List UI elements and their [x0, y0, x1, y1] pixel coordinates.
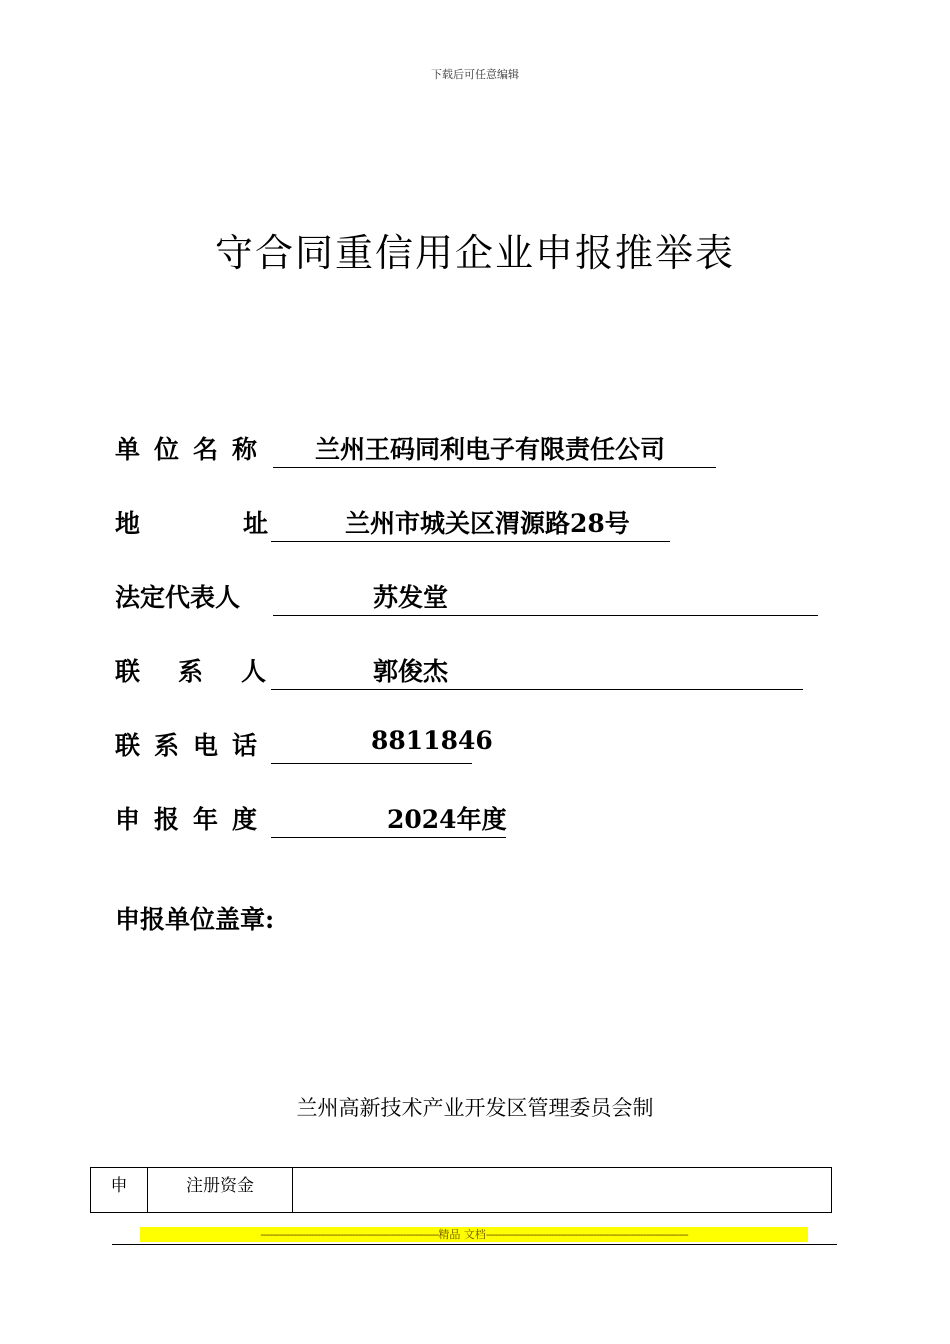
table-cell: 申	[91, 1168, 148, 1213]
field-label: 址	[243, 509, 269, 538]
field-underline	[271, 689, 803, 690]
footer-highlight-bar	[140, 1227, 808, 1242]
table-row	[91, 1168, 832, 1213]
field-underline	[271, 763, 472, 764]
footer-dashes-right: --------------------------------------------------------------------	[485, 1228, 688, 1241]
header-note: 下载后可任意编辑	[431, 68, 519, 81]
field-underline	[271, 541, 670, 542]
info-table	[90, 1167, 832, 1213]
field-value: 苏发堂	[373, 583, 449, 612]
field-label: 申报年度	[115, 805, 272, 834]
field-label: 法定代表人	[115, 583, 241, 612]
footer-rule	[112, 1244, 837, 1245]
table-cell-registered-capital-value	[293, 1168, 832, 1213]
seal-label: 申报单位盖章:	[115, 905, 275, 934]
field-label: 地	[115, 509, 141, 538]
field-underline	[273, 467, 716, 468]
field-label: 联系人	[115, 657, 305, 686]
footer-dashes-left: ------------------------------------------------------------	[260, 1228, 439, 1241]
field-label: 单位名称	[115, 435, 272, 464]
field-value: 2024年度	[387, 805, 507, 834]
field-value: 8811846	[371, 726, 493, 755]
field-label: 联系电话	[115, 731, 272, 760]
table-cell-registered-capital-label: 注册资金	[148, 1168, 293, 1213]
field-underline	[273, 615, 818, 616]
field-value: 兰州市城关区渭源路28号	[345, 509, 630, 538]
issuer-text: 兰州高新技术产业开发区管理委员会制	[296, 1096, 654, 1120]
field-underline	[271, 837, 506, 838]
footer-text: 精品 文档	[438, 1228, 486, 1241]
field-value: 兰州王码同利电子有限责任公司	[315, 435, 666, 464]
field-value: 郭俊杰	[373, 657, 449, 686]
document-title: 守合同重信用企业申报推举表	[214, 231, 735, 275]
